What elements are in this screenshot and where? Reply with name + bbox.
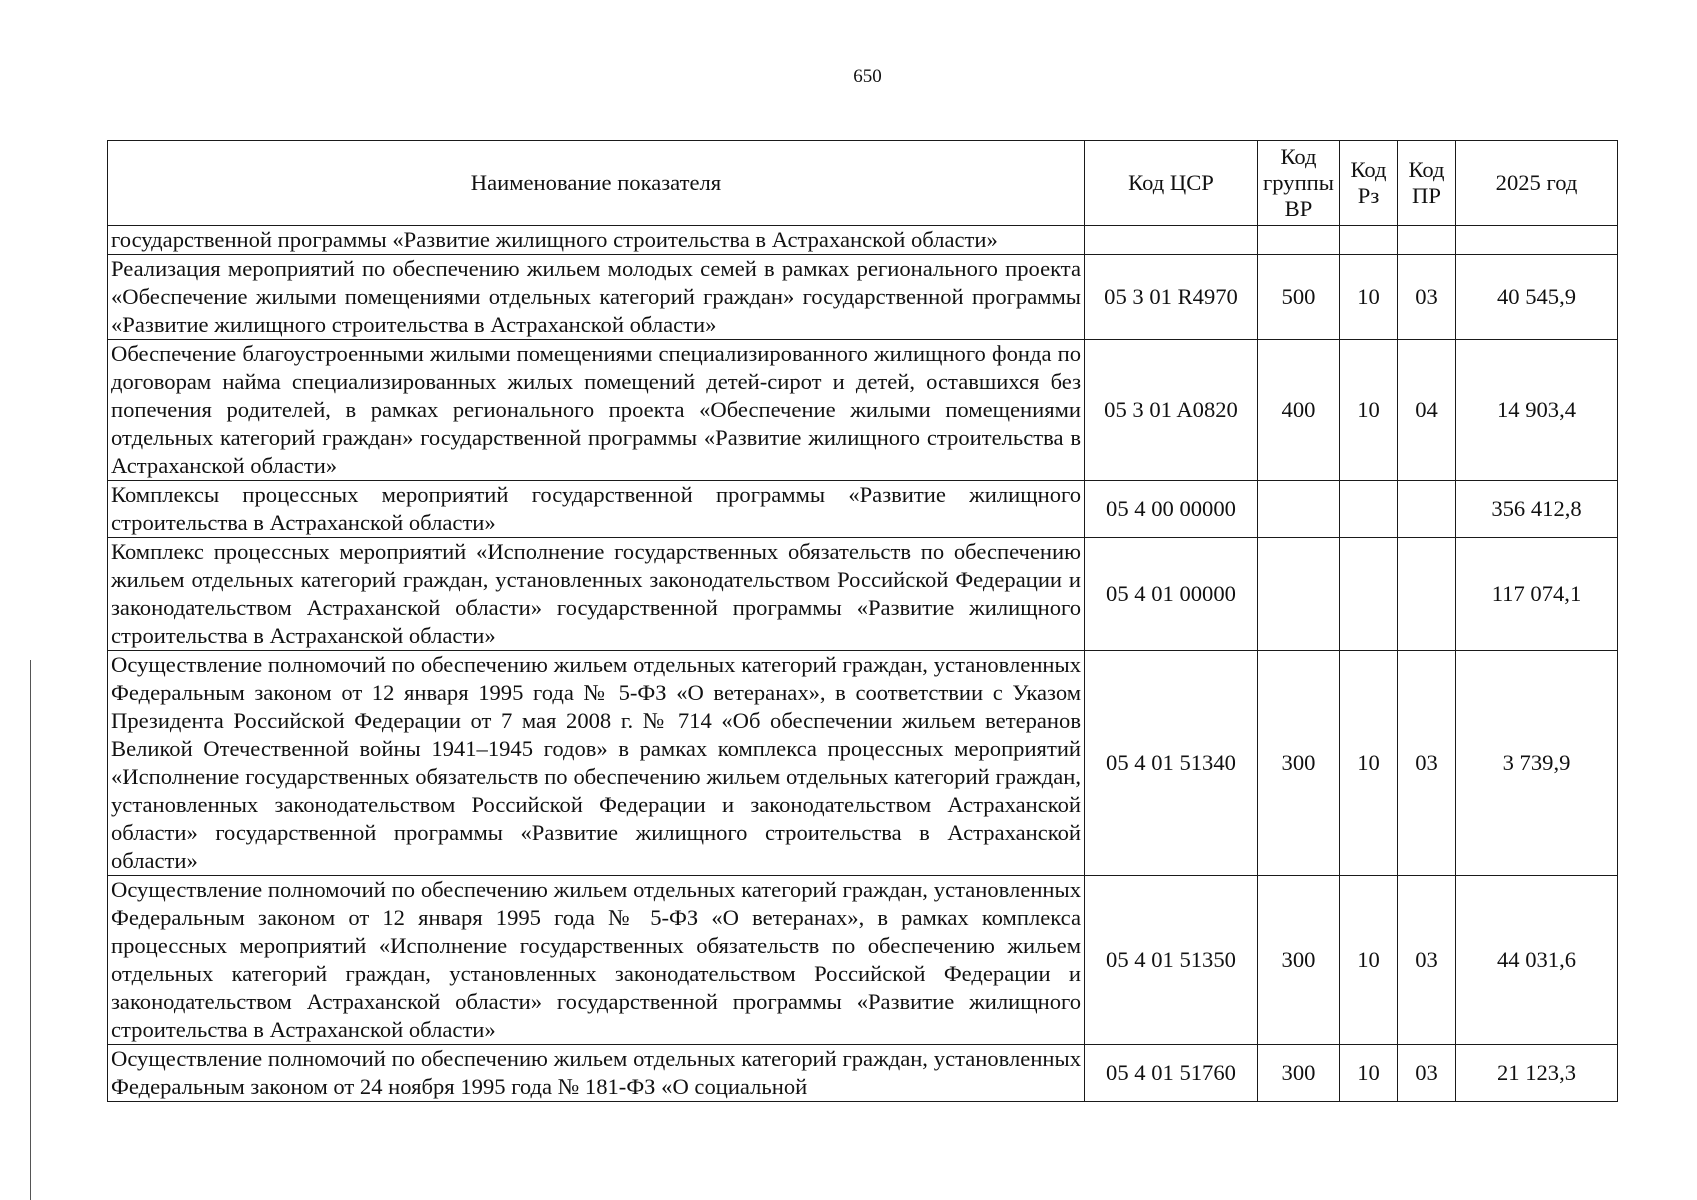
row-name: Обеспечение благоустроенными жилыми помещениями специализированного жилищного фонда по договорам найма специализированных жилых помещений детей-сирот и детей, оставшихся без попечения родителей, в рамках регионального проекта «Обеспечение жилыми помещениями отдельных категорий граждан» государственной программы «Развитие жилищного строительства в Астраханской области» [108, 340, 1085, 481]
table-row [108, 651, 1618, 876]
row-vr [1258, 538, 1340, 651]
row-pr [1398, 226, 1456, 255]
row-name: государственной программы «Развитие жилищного строительства в Астраханской области» [108, 226, 1085, 255]
row-pr: 03 [1398, 876, 1456, 1045]
page-number [0, 66, 1697, 88]
row-rz: 10 [1340, 255, 1398, 340]
row-csr: 05 4 01 51340 [1085, 651, 1258, 876]
table-header-row [108, 141, 1618, 226]
row-csr: 05 4 01 51760 [1085, 1045, 1258, 1102]
table-row [108, 876, 1618, 1045]
table-row [108, 481, 1618, 538]
row-sum: 117 074,1 [1456, 538, 1618, 651]
row-vr: 300 [1258, 651, 1340, 876]
row-rz: 10 [1340, 340, 1398, 481]
row-vr [1258, 226, 1340, 255]
row-name: Комплекс процессных мероприятий «Исполнение государственных обязательств по обеспечению жильем отдельных категорий граждан, установленных законодательством Российской Федерации и законодательством Астраханской области» государственной программы «Развитие жилищного строительства в Астраханской области» [108, 538, 1085, 651]
row-name: Реализация мероприятий по обеспечению жильем молодых семей в рамках регионального проекта «Обеспечение жилыми помещениями отдельных категорий граждан» государственной программы «Развитие жилищного строительства в Астраханской области» [108, 255, 1085, 340]
row-pr: 03 [1398, 651, 1456, 876]
row-sum: 44 031,6 [1456, 876, 1618, 1045]
row-pr: 03 [1398, 1045, 1456, 1102]
row-csr: 05 3 01 R4970 [1085, 255, 1258, 340]
row-name: Осуществление полномочий по обеспечению жильем отдельных категорий граждан, установленных Федеральным законом от 24 ноября 1995 года № 181-ФЗ «О социальной [108, 1045, 1085, 1102]
row-pr [1398, 481, 1456, 538]
budget-table [107, 140, 1618, 1102]
header-sum: 2025 год [1456, 141, 1618, 226]
row-csr: 05 4 00 00000 [1085, 481, 1258, 538]
row-vr: 500 [1258, 255, 1340, 340]
row-csr: 05 4 01 00000 [1085, 538, 1258, 651]
row-rz [1340, 538, 1398, 651]
row-pr: 03 [1398, 255, 1456, 340]
row-sum: 356 412,8 [1456, 481, 1618, 538]
row-sum [1456, 226, 1618, 255]
page-number-text: 650 [853, 66, 882, 87]
row-vr: 400 [1258, 340, 1340, 481]
table-row [108, 1045, 1618, 1102]
header-name: Наименование показателя [108, 141, 1085, 226]
row-vr: 300 [1258, 1045, 1340, 1102]
header-csr: Код ЦСР [1085, 141, 1258, 226]
row-csr [1085, 226, 1258, 255]
row-rz: 10 [1340, 1045, 1398, 1102]
table-row [108, 340, 1618, 481]
row-rz: 10 [1340, 651, 1398, 876]
table-row [108, 255, 1618, 340]
row-name: Комплексы процессных мероприятий государственной программы «Развитие жилищного строительства в Астраханской области» [108, 481, 1085, 538]
header-rz: Код Рз [1340, 141, 1398, 226]
row-csr: 05 3 01 A0820 [1085, 340, 1258, 481]
row-sum: 14 903,4 [1456, 340, 1618, 481]
row-vr [1258, 481, 1340, 538]
row-sum: 21 123,3 [1456, 1045, 1618, 1102]
row-name: Осуществление полномочий по обеспечению жильем отдельных категорий граждан, установленных Федеральным законом от 12 января 1995 года № 5-ФЗ «О ветеранах», в соответствии с Указом Президента Российской Федерации от 7 мая 2008 г. № 714 «Об обеспечении жильем ветеранов Великой Отечественной войны 1941–1945 годов» в рамках комплекса процессных мероприятий «Исполнение государственных обязательств по обеспечению жильем отдельных категорий граждан, установленных законодательством Российской Федерации и законодательством Астраханской области» государственной программы «Развитие жилищного строительства в Астраханской области» [108, 651, 1085, 876]
table-row [108, 226, 1618, 255]
table-row [108, 538, 1618, 651]
row-sum: 40 545,9 [1456, 255, 1618, 340]
header-pr: Код ПР [1398, 141, 1456, 226]
row-pr [1398, 538, 1456, 651]
row-vr: 300 [1258, 876, 1340, 1045]
row-sum: 3 739,9 [1456, 651, 1618, 876]
row-csr: 05 4 01 51350 [1085, 876, 1258, 1045]
row-rz: 10 [1340, 876, 1398, 1045]
header-vr: Код группы ВР [1258, 141, 1340, 226]
scan-edge-line [30, 660, 31, 1200]
row-pr: 04 [1398, 340, 1456, 481]
row-name: Осуществление полномочий по обеспечению жильем отдельных категорий граждан, установленных Федеральным законом от 12 января 1995 года № 5-ФЗ «О ветеранах», в рамках комплекса процессных мероприятий «Исполнение государственных обязательств по обеспечению жильем отдельных категорий граждан, установленных законодательством Российской Федерации и законодательством Астраханской области» государственной программы «Развитие жилищного строительства в Астраханской области» [108, 876, 1085, 1045]
row-rz [1340, 481, 1398, 538]
row-rz [1340, 226, 1398, 255]
